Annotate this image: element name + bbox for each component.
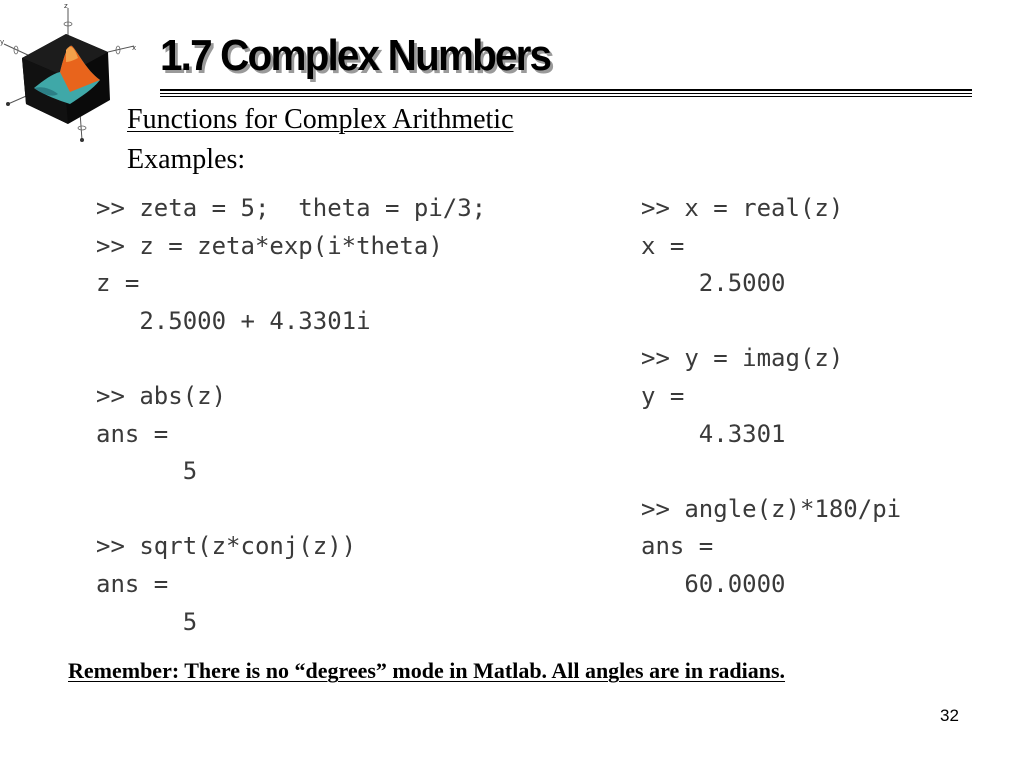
svg-text:x: x	[132, 44, 137, 52]
code-line	[96, 491, 486, 529]
code-line: ans =	[641, 532, 714, 561]
code-block-right	[641, 190, 901, 604]
code-line: 60.0000	[641, 569, 786, 598]
page-title: 1.7 Complex Numbers	[160, 31, 551, 80]
code-line: 4.3301	[641, 419, 786, 448]
code-line: ans =	[96, 569, 169, 598]
code-line: 2.5000	[641, 269, 786, 298]
code-line: 2.5000 + 4.3301i	[96, 306, 371, 335]
code-line: 5	[96, 457, 198, 486]
title-rule-divider	[160, 93, 972, 94]
code-line: z =	[96, 269, 140, 298]
code-line	[641, 303, 901, 341]
code-line	[96, 340, 486, 378]
page-number: 32	[940, 706, 959, 725]
code-line: >> sqrt(z*conj(z))	[96, 532, 357, 561]
code-line: 5	[96, 607, 198, 636]
code-line: y =	[641, 381, 685, 410]
code-line	[641, 453, 901, 491]
reminder-note: Remember: There is no “degrees” mode in Matlab. All angles are in radians.	[68, 658, 786, 683]
code-line: >> abs(z)	[96, 381, 227, 410]
code-line: >> zeta = 5; theta = pi/3;	[96, 194, 487, 222]
svg-text:z: z	[64, 2, 68, 10]
code-line: ans =	[96, 419, 169, 448]
code-line: >> y = imag(z)	[641, 344, 844, 373]
code-line: >> x = real(z)	[641, 194, 844, 222]
code-line: >> z = zeta*exp(i*theta)	[96, 231, 443, 260]
section-heading: Functions for Complex Arithmetic	[127, 104, 514, 135]
title-rule-divider	[160, 96, 972, 97]
examples-label: Examples:	[127, 144, 246, 174]
title-rule-divider	[160, 89, 972, 91]
code-line: x =	[641, 231, 685, 260]
svg-text:y: y	[0, 38, 5, 46]
code-block-left	[96, 190, 486, 641]
code-line: >> angle(z)*180/pi	[641, 494, 902, 523]
